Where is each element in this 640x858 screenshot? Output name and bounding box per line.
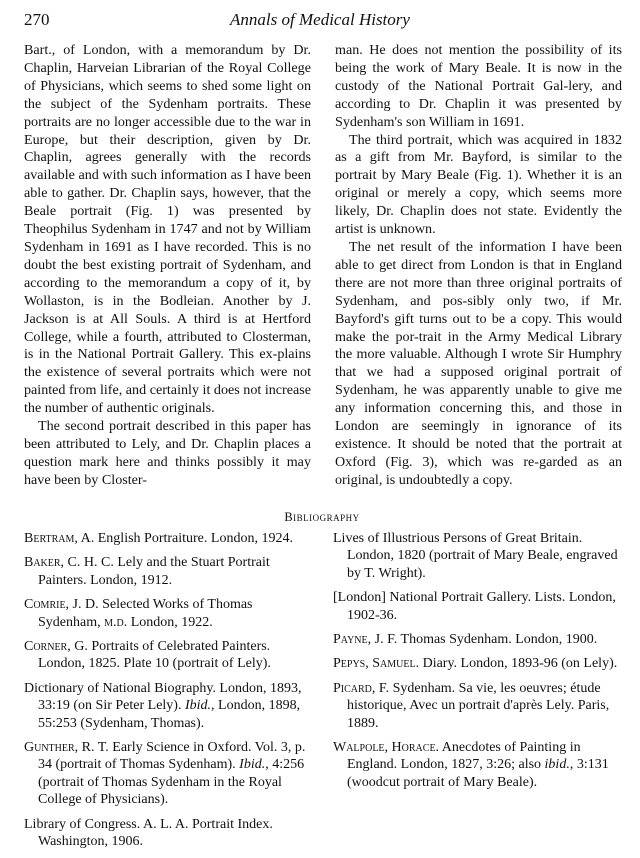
text-line: trait in the Army Medical Library the more bbox=[335, 328, 622, 363]
page-header bbox=[24, 8, 616, 34]
text-line: The third portrait, which was acquired bbox=[349, 131, 573, 148]
entry-text: Diary. London, 1893-96 (on Lely). bbox=[419, 656, 618, 672]
text-line: out to be a copy. This would make the por- bbox=[335, 310, 623, 345]
text-line: in the Bodleian. Another by J. Jackson is at bbox=[24, 292, 311, 327]
bibliography-entry bbox=[333, 655, 621, 672]
entry-author: Gunther, R. T. bbox=[24, 740, 109, 756]
text-line: plains the existence of several portraits which bbox=[24, 346, 311, 381]
text-line: been able to get direct from London is that bbox=[335, 238, 623, 273]
text-line: agrees generally with the records available bbox=[24, 149, 311, 184]
text-line: memorandum a copy of it, by Wollaston, is bbox=[24, 274, 311, 309]
text-line: Whether it is an original or merely a copy, bbox=[335, 167, 622, 202]
text-line: in 1832 as a gift from Mr. Bayford, is similar bbox=[335, 131, 622, 166]
text-line: garded as an original, is undoubtedly a copy. bbox=[335, 453, 623, 488]
entry-text: English Portraiture. London, 1924. bbox=[94, 531, 293, 546]
text-line: man. He does not mention the possibility of bbox=[335, 42, 603, 58]
text-line: while a fourth, attributed to Closterman, is bbox=[24, 328, 311, 363]
entry-text: Anecdotes of Painting in England. London, 1827, 3:26; also bbox=[347, 740, 581, 773]
text-line: and with such information as I have been bbox=[78, 167, 311, 184]
entry-text: , 3:131 (woodcut portrait of Mary Beale). bbox=[347, 757, 609, 790]
paragraph bbox=[24, 42, 311, 418]
text-line: that the Beale portrait (Fig. 1) was presented bbox=[24, 185, 311, 220]
entry-text: ibid. bbox=[544, 757, 570, 773]
text-line: to the portrait by Mary Beale (Fig. 1). bbox=[335, 149, 622, 184]
text-line: that we had a supposed original portrait of bbox=[335, 364, 622, 381]
entry-author: Comrie, J. D. bbox=[24, 597, 99, 613]
bibliography-column-right bbox=[333, 530, 621, 798]
text-line: were not painted from life, and certainly it bbox=[24, 364, 311, 399]
entry-text: Selected Works of Thomas Sydenham, bbox=[38, 597, 253, 630]
bibliography-entry bbox=[333, 739, 621, 791]
entry-author: Walpole, Horace. bbox=[333, 740, 440, 756]
entry-text: Ibid. bbox=[239, 757, 266, 773]
text-line: which seems more likely, Dr. Chaplin does bbox=[335, 185, 622, 220]
text-line: 1691. bbox=[492, 113, 525, 130]
entry-author: Bertram, A. bbox=[24, 531, 95, 546]
bibliography-entry bbox=[24, 739, 312, 809]
entry-text: , 4:256 (portrait of Thomas Sydenham in the Royal College of Physicians). bbox=[38, 757, 305, 808]
bibliography-column-left bbox=[24, 530, 312, 858]
body-column-right bbox=[335, 42, 622, 490]
entry-text: Early Science in Oxford. Vol. 3, p. 34 (portrait of Thomas Sydenham). bbox=[38, 740, 306, 773]
text-line: by William Sydenham in 1691 as I have bbox=[24, 221, 311, 255]
entry-author: Pepys, Samuel. bbox=[333, 656, 420, 672]
bibliography-entry bbox=[333, 530, 621, 582]
bibliography-entry bbox=[333, 631, 621, 648]
bibliography-entry bbox=[24, 816, 312, 851]
article-body bbox=[24, 42, 623, 502]
paragraph bbox=[335, 132, 622, 239]
text-line: paper has been attributed to Lely, and Dr. bbox=[24, 418, 311, 452]
entry-text: Thomas Sydenham. London, 1900. bbox=[397, 632, 598, 648]
entry-text: Portraits of Celebrated Painters. London, 1825. Plate 10 (portrait of Lely). bbox=[38, 639, 271, 672]
text-line: portrait at Oxford (Fig. 3), which was re- bbox=[335, 435, 622, 470]
entry-text: Library of Congress. A. L. A. Portrait Index. Washington, 1906. bbox=[24, 816, 273, 850]
text-line: portrait of Sydenham, and according to the bbox=[24, 256, 311, 291]
text-line: by Theophilus Sydenham in 1747 and not bbox=[24, 203, 311, 238]
entry-text: London, 1922. bbox=[127, 614, 213, 630]
entry-author: Picard, F. bbox=[333, 680, 390, 696]
page-number: 270 bbox=[24, 10, 50, 29]
paragraph bbox=[335, 42, 622, 132]
text-line: recorded. This is no doubt the best existing bbox=[24, 238, 311, 273]
text-line: in the custody of the National Portrait Gal- bbox=[335, 59, 622, 94]
entry-author: Corner, G. bbox=[24, 639, 88, 655]
entry-text: Dictionary of National Biography. London, 1893, 33:19 (on Sir Peter Lely). bbox=[24, 680, 302, 714]
text-line: does not increase the number of authentic bbox=[24, 382, 311, 417]
text-line: All Souls. A third is at Hertford College, bbox=[24, 310, 312, 345]
text-line: originals. bbox=[161, 400, 215, 417]
text-line: Sydenham portraits. These portraits are no bbox=[24, 95, 312, 130]
text-line: sibly only two, if Mr. Bayford's gift turns bbox=[335, 292, 622, 327]
text-line: Sydenham, he was apparently unable to give bbox=[335, 382, 600, 399]
entry-text: [London] National Portrait Gallery. Lists. London, 1902-36. bbox=[333, 590, 616, 623]
entry-text: Ibid. bbox=[184, 698, 212, 714]
running-title: Annals of Medical History bbox=[230, 10, 410, 29]
paragraph bbox=[24, 418, 311, 490]
text-line: able to gather. Dr. Chaplin says, however, bbox=[24, 185, 264, 202]
entry-text: Lives of Illustrious Persons of Great Britain. London, 1820 (portrait of Mary Beale, engraved by T. Wright). bbox=[333, 531, 618, 581]
text-line: to shed some light on the subject of the bbox=[24, 77, 311, 112]
text-line: thinks possibly it may have been by Closter- bbox=[24, 453, 311, 488]
entry-text: m.d. bbox=[104, 614, 128, 630]
bibliography-heading: Bibliography bbox=[284, 510, 360, 524]
text-line: those in London are seemingly in ignorance bbox=[335, 400, 622, 435]
paragraph bbox=[335, 239, 622, 490]
text-line: its being the work of Mary Beale. It is now bbox=[335, 42, 622, 76]
bibliography-entry bbox=[24, 530, 312, 547]
text-line: presented by Sydenham's son William in bbox=[335, 95, 622, 130]
text-line: in England there are not more than three bbox=[335, 256, 622, 291]
bibliography-entry bbox=[24, 638, 312, 673]
text-line: Royal College of Physicians, which seems bbox=[24, 59, 311, 94]
text-line: The net result of the information I have bbox=[349, 238, 590, 255]
text-line: in the National Portrait Gallery. This ex- bbox=[38, 346, 278, 363]
text-line: but their description, given by Dr. Chaplin, bbox=[24, 131, 311, 166]
text-line: valuable. Although I wrote Sir Humphry bbox=[389, 346, 622, 363]
body-column-left bbox=[24, 42, 311, 490]
entry-text: Lely and the Stuart Portrait Painters. London, 1912. bbox=[38, 555, 270, 588]
bibliography-entry bbox=[24, 680, 312, 732]
text-line: Dr. Chaplin, Harveian Librarian of the bbox=[24, 42, 311, 76]
entry-text: , London, 1898, 55:253 (Sydenham, Thomas). bbox=[38, 698, 301, 731]
bibliography-entry bbox=[24, 596, 312, 631]
text-line: of its existence. It should be noted that the bbox=[335, 418, 622, 452]
text-line: not state. Evidently the artist is unknown. bbox=[335, 203, 622, 238]
text-line: Bart., of London, with a memorandum by bbox=[24, 42, 286, 58]
text-line: lery, and according to Dr. Chaplin it was bbox=[335, 77, 622, 112]
text-line: me any information concerning this, and bbox=[335, 382, 622, 417]
bibliography-entry bbox=[333, 680, 621, 732]
entry-author: Baker, C. H. C. bbox=[24, 555, 114, 571]
text-line: original portraits of Sydenham, and pos- bbox=[335, 274, 623, 309]
text-line: The second portrait described in this bbox=[38, 418, 251, 435]
bibliography-entry bbox=[24, 554, 312, 589]
entry-author: Payne, J. F. bbox=[333, 632, 398, 648]
entry-text: Sydenham. Sa vie, les oeuvres; étude historique, Avec un portrait d'après Lely. Paris, 1889. bbox=[347, 680, 610, 731]
text-line: Chaplin places a question mark here and bbox=[24, 435, 311, 470]
bibliography-entry bbox=[333, 589, 621, 624]
text-line: longer accessible due to the war in Europe, bbox=[24, 113, 311, 148]
